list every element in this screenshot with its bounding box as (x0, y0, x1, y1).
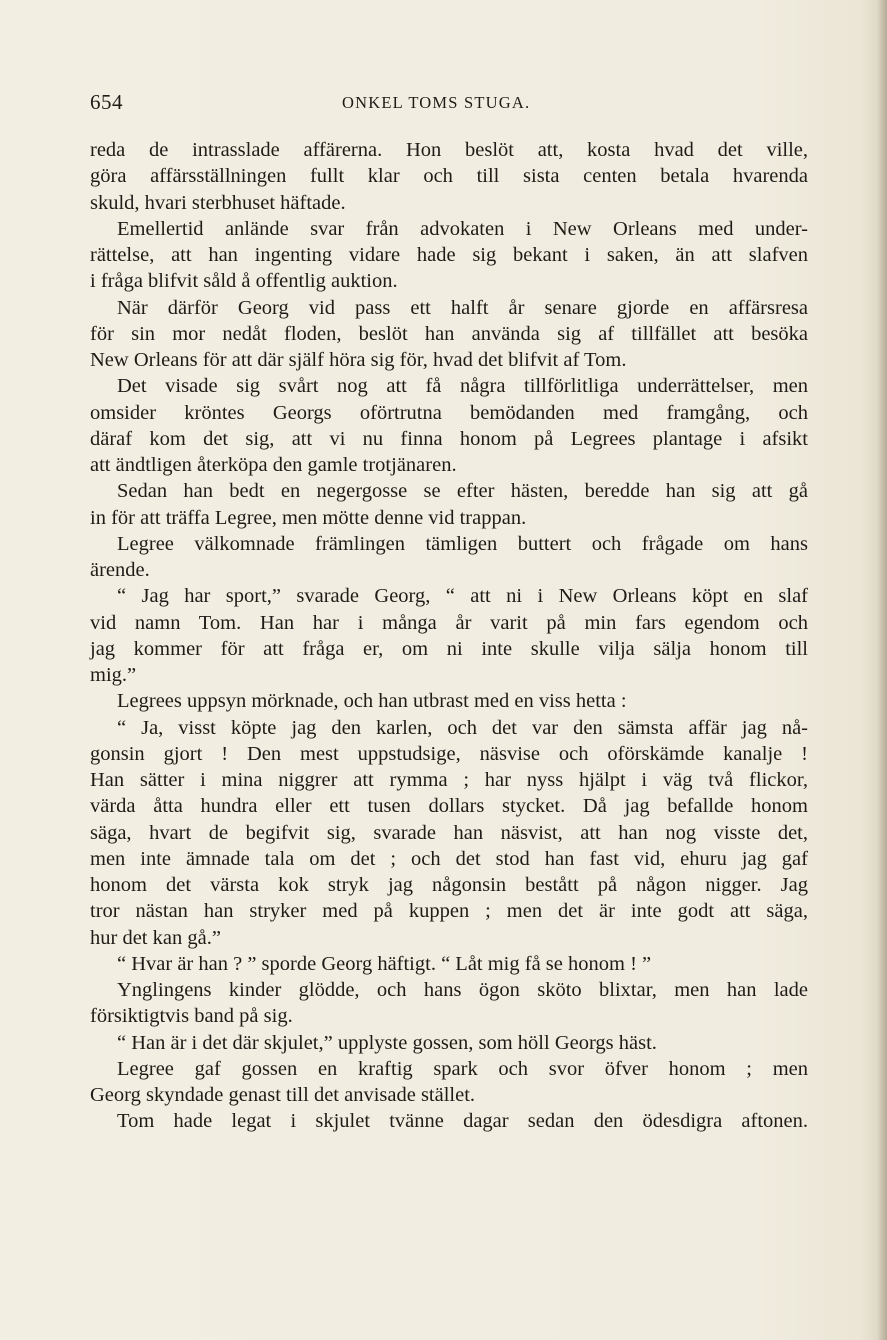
text-line: Det visade sig svårt nog att få några tillförlitliga underrättelser, men (117, 375, 808, 398)
text-line: mig.” (90, 664, 137, 686)
text-line: men inte ämnade tala om det ; och det stod han fast vid, ehuru jag gaf (90, 847, 808, 870)
text-line: ärende. (90, 559, 150, 581)
text-line: försiktigtvis band på sig. (90, 1005, 293, 1028)
text-line: för sin mor nedåt floden, beslöt han använda sig af tillfället att besöka (90, 322, 808, 345)
text-line: säga, hvart de begifvit sig, svarade han näsvist, att han nog visste det, (90, 821, 808, 844)
text-line: reda de intrasslade affärerna. Hon beslöt att, kosta hvad det ville, (90, 139, 808, 161)
text-line: Legrees uppsyn mörknade, och han utbrast med en viss hetta : (117, 690, 627, 713)
body-text (90, 137, 808, 1135)
text-line: göra affärsställningen fullt klar och till sista centen betala hvarenda (90, 165, 808, 188)
text-line: Georg skyndade genast till det anvisade stället. (90, 1084, 476, 1106)
text-line: gonsin gjort ! Den mest uppstudsige, näsvise och oförskämde kanalje ! (90, 742, 808, 765)
running-title: ONKEL TOMS STUGA. (342, 93, 531, 112)
text-line: rättelse, att han ingenting vidare hade sig bekant i saken, än att slafven (90, 244, 808, 266)
text-line: Sedan han bedt en negergosse se efter hästen, beredde han sig att gå (117, 480, 808, 503)
text-line: omsider kröntes Georgs oförtrutna bemödanden med framgång, och (90, 401, 808, 424)
text-line: Ynglingens kinder glödde, och hans ögon sköto blixtar, men han lade (117, 979, 808, 1001)
text-line: vid namn Tom. Han har i många år varit på min fars egendom och (90, 611, 808, 634)
text-line: Han sätter i mina niggrer att rymma ; har nyss hjälpt i väg två flickor, (90, 769, 808, 791)
text-line: att ändtligen återköpa den gamle trotjänaren. (90, 454, 457, 476)
text-line: in för att träffa Legree, men mötte denne vid trappan. (90, 506, 527, 529)
text-line: “ Jag har sport,” svarade Georg, “ att ni i New Orleans köpt en slaf (117, 585, 808, 608)
text-line: New Orleans för att där själf höra sig för, hvad det blifvit af Tom. (90, 349, 627, 371)
text-line: jag kommer för att fråga er, om ni inte skulle vilja sälja honom till (90, 637, 808, 660)
text-line: i fråga blifvit såld å offentlig auktion. (90, 270, 398, 293)
text-line: tror nästan han stryker med på kuppen ; men det är inte godt att säga, (90, 900, 808, 923)
text-line: Emellertid anlände svar från advokaten i New Orleans med under- (117, 217, 808, 240)
text-line: Tom hade legat i skjulet tvänne dagar sedan den ödesdigra aftonen. (117, 1110, 808, 1133)
page-header (90, 90, 808, 120)
text-line: “ Han är i det där skjulet,” upplyste gossen, som höll Georgs häst. (117, 1031, 657, 1054)
text-line: “ Hvar är han ? ” sporde Georg häftigt. “ Låt mig få se honom ! ” (117, 952, 652, 975)
text-line: “ Ja, visst köpte jag den karlen, och det var den sämsta affär jag nå- (117, 716, 808, 739)
page-number: 654 (90, 90, 123, 114)
text-line: värda åtta hundra eller ett tusen dollars stycket. Då jag befallde honom (90, 795, 808, 818)
text-line: Legree gaf gossen en kraftig spark och svor öfver honom ; men (117, 1057, 808, 1080)
page-edge-shadow (877, 0, 887, 1340)
text-line: När därför Georg vid pass ett halft år senare gjorde en affärsresa (117, 296, 808, 319)
text-line: hur det kan gå.” (90, 926, 221, 949)
text-line: Legree välkomnade främlingen tämligen buttert och frågade om hans (117, 532, 808, 555)
text-line: skuld, hvari sterbhuset häftade. (90, 191, 346, 214)
text-line: honom det värsta kok stryk jag någonsin bestått på någon nigger. Jag (90, 874, 808, 896)
text-line: däraf kom det sig, att vi nu finna honom på Legrees plantage i afsikt (90, 427, 808, 450)
